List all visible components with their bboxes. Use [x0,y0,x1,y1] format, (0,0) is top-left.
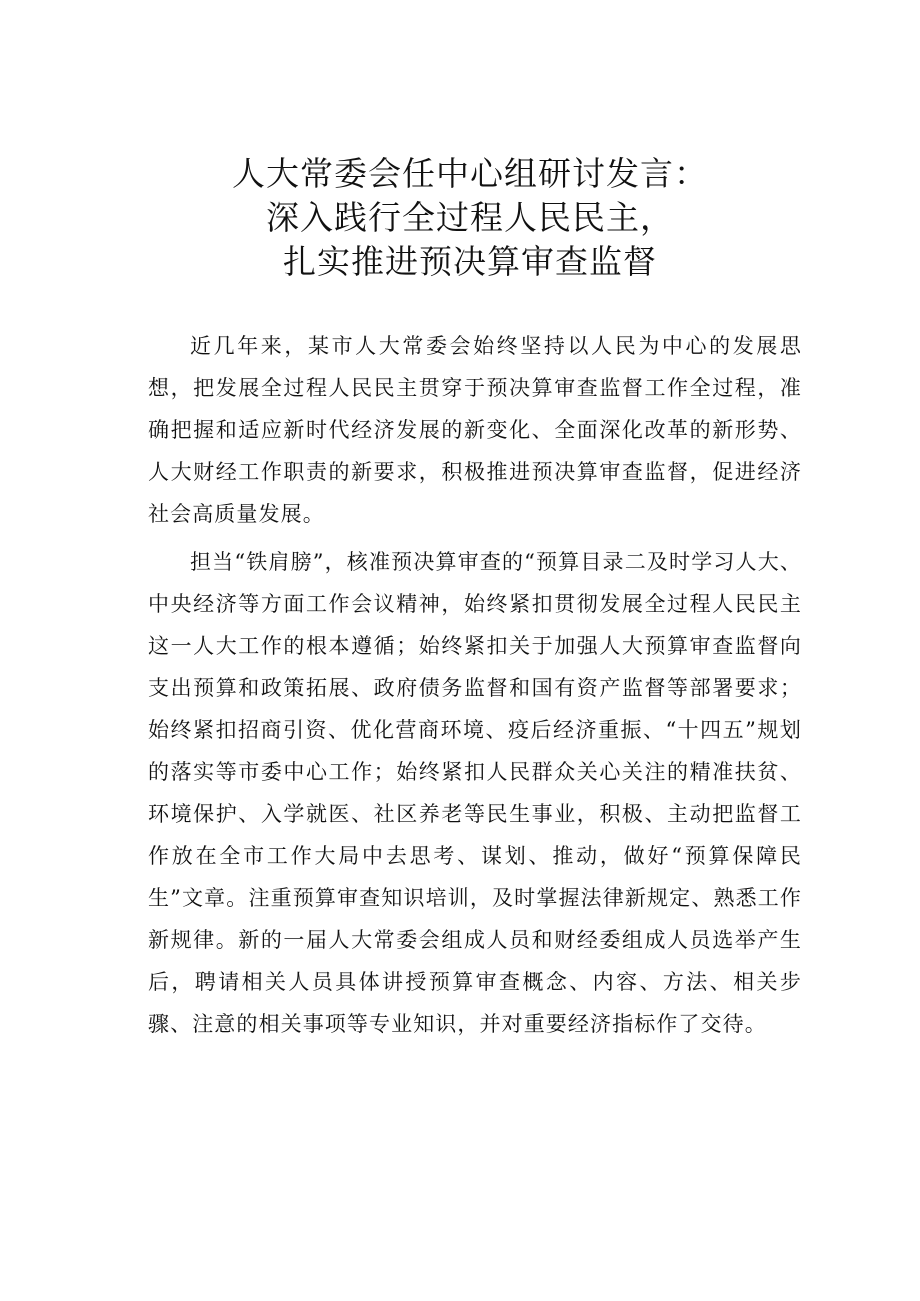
document-title [140,152,800,284]
title-line-1: 人大常委会任中心组研讨发言： [232,154,708,193]
paragraph-responsibility: 担当“铁肩膀”，核准预决算审查的“预算目录二及时学习人大、中央经济等方面工作会议精神，始终紧扣贯彻发展全过程人民民主这一人大工作的根本遵循；始终紧扣关于加强人大预算审查监督向支出预算和政策拓展、政府债务监督和国有资产监督等部署要求；始终紧扣招商引资、优化营商环境、疫后经济重振、“十四五”规划的落实等市委中心工作；始终紧扣人民群众关心关注的精准扶贫、环境保护、入学就医、社区养老等民生事业，积极、主动把监督工作放在全市工作大局中去思考、谋划、推动，做好“预算保障民生”文章。注重预算审查知识培训，及时掌握法律新规定、熟悉工作新规律。新的一届人大常委会组成人员和财经委组成人员选举产生后，聘请相关人员具体讲授预算审查概念、内容、方法、相关步骤、注意的相关事项等专业知识，并对重要经济指标作了交待。 [148,550,802,1036]
title-line-2: 深入践行全过程人民民主， [266,198,674,237]
paragraph-intro: 近几年来，某市人大常委会始终坚持以人民为中心的发展思想，把发展全过程人民民主贯穿于预决算审查监督工作全过程，准确把握和适应新时代经济发展的新变化、全面深化改革的新形势、人大财经工作职责的新要求，积极推进预决算审查监督，促进经济社会高质量发展。 [148,334,802,526]
title-line-3: 扎实推进预决算审查监督 [283,242,657,281]
document-body [148,325,802,1051]
